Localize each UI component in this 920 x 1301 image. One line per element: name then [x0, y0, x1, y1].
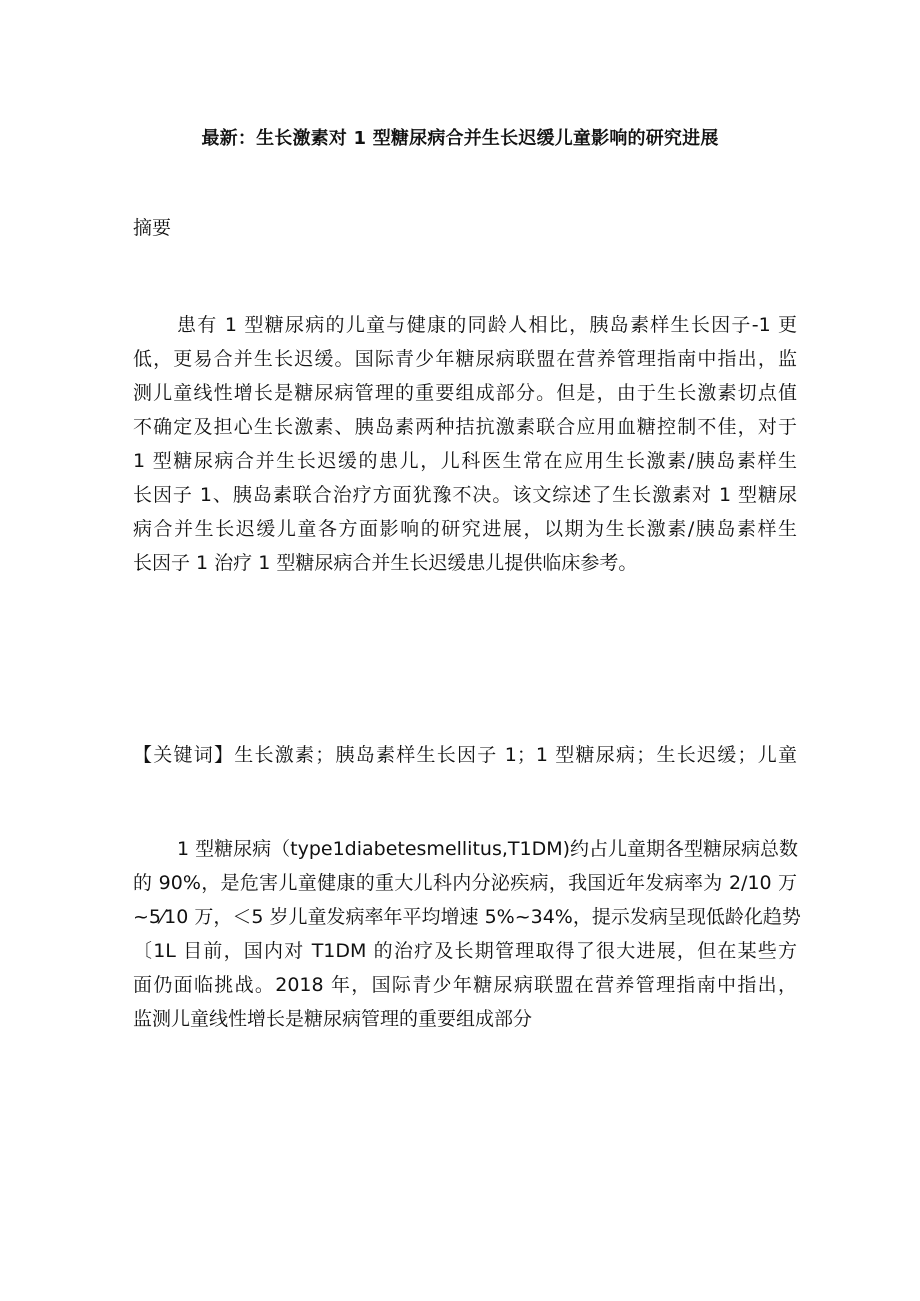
- document-title: 最新：生长激素对 1 型糖尿病合并生长迟缓儿童影响的研究进展: [201, 128, 719, 149]
- abstract-paragraph: [133, 308, 797, 580]
- body-line: 的 90%，是危害儿童健康的重大儿科内分泌疾病，我国近年发病率为 2/10 万: [133, 872, 797, 894]
- body-line: 监测儿童线性增长是糖尿病管理的重要组成部分: [133, 1008, 533, 1030]
- keywords-paragraph: [133, 738, 797, 772]
- abstract-line: 测儿童线性增长是糖尿病管理的重要组成部分。但是，由于生长激素切点值: [133, 382, 797, 404]
- abstract-line: 低，更易合并生长迟缓。国际青少年糖尿病联盟在营养管理指南中指出，监: [133, 348, 797, 370]
- body-paragraph: [133, 832, 801, 1036]
- abstract-line: 患有 1 型糖尿病的儿童与健康的同龄人相比，胰岛素样生长因子-1 更: [177, 314, 797, 336]
- abstract-heading: 摘要: [133, 217, 172, 239]
- abstract-line: 病合并生长迟缓儿童各方面影响的研究进展，以期为生长激素/胰岛素样生: [133, 518, 797, 540]
- body-line: 〔1L 目前，国内对 T1DM 的治疗及长期管理取得了很大进展，但在某些方: [133, 940, 797, 962]
- abstract-line: 1 型糖尿病合并生长迟缓的患儿，儿科医生常在应用生长激素/胰岛素样生: [133, 450, 797, 472]
- body-line: 1 型糖尿病（type1diabetesmellitus,T1DM)约占儿童期各型糖尿病总数: [177, 838, 799, 860]
- abstract-line: 长因子 1 治疗 1 型糖尿病合并生长迟缓患儿提供临床参考。: [133, 552, 638, 574]
- body-line: 面仍面临挑战。2018 年，国际青少年糖尿病联盟在营养管理指南中指出，: [133, 974, 797, 996]
- keywords-line: 【关键词】生长激素；胰岛素样生长因子 1；1 型糖尿病；生长迟缓；儿童: [133, 744, 797, 766]
- abstract-line: 不确定及担心生长激素、胰岛素两种拮抗激素联合应用血糖控制不佳，对于: [133, 416, 797, 438]
- abstract-line: 长因子 1、胰岛素联合治疗方面犹豫不决。该文综述了生长激素对 1 型糖尿: [133, 484, 797, 506]
- body-line: ~5⁄10 万，＜5 岁儿童发病率年平均增速 5%~34%，提示发病呈现低龄化趋势: [133, 906, 801, 928]
